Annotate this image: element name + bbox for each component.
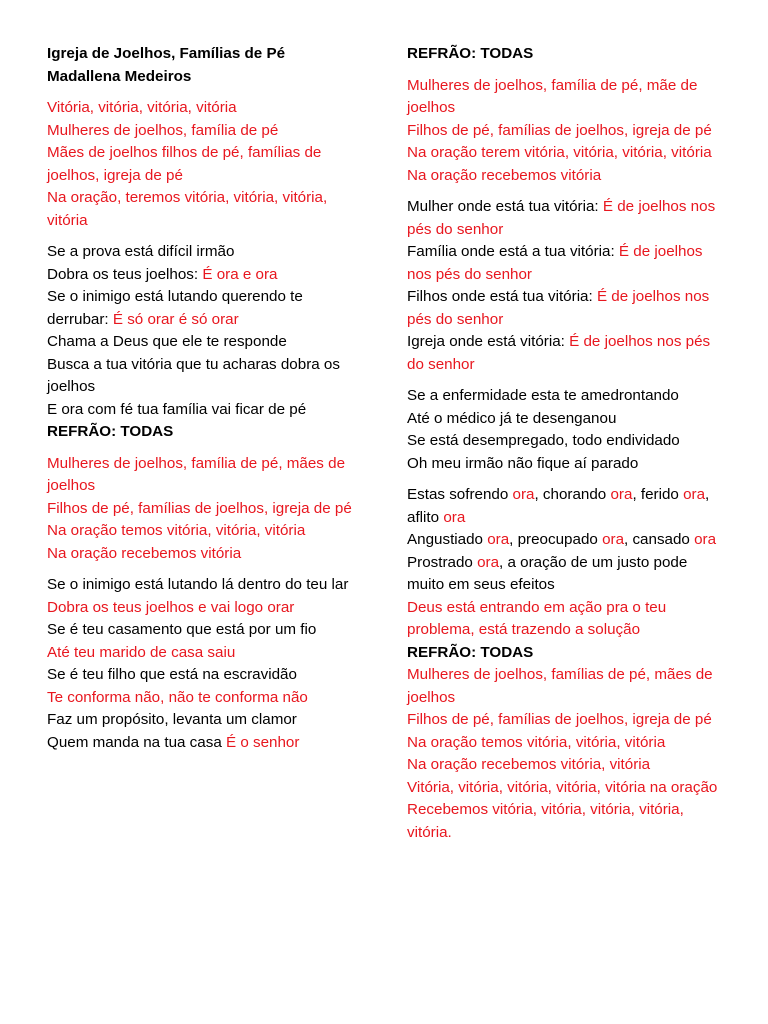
lyric-line: Oh meu irmão não fique aí parado bbox=[407, 454, 639, 472]
lyric-line: Na oração temos vitória, vitória, vitória bbox=[407, 733, 666, 751]
response-text: ora bbox=[512, 486, 535, 503]
lyric-line: Igreja onde está vitória: É de joelhos nos pés do senhor bbox=[407, 333, 711, 373]
lyric-line: Mulheres de joelhos, famílias de pé, mães de joelhos bbox=[407, 666, 713, 706]
lyric-line: Estas sofrendo ora, chorando ora, ferido ora, aflito ora bbox=[407, 486, 710, 526]
lyric-line: Quem manda na tua casa É o senhor bbox=[47, 733, 300, 751]
response-text: É de joelhos nos pés do senhor bbox=[407, 243, 703, 283]
lyric-line: Se é teu casamento que está por um fio bbox=[47, 621, 317, 638]
response-text: ora bbox=[610, 486, 633, 503]
lyric-line: Dobra os teus joelhos: É ora e ora bbox=[47, 265, 278, 283]
lyric-line: Na oração recebemos vitória, vitória bbox=[407, 756, 651, 773]
lyric-line: Filhos de pé, famílias de joelhos, igreja de pé bbox=[47, 499, 352, 517]
lyric-line: Mães de joelhos filhos de pé, famílias de joelhos, igreja de pé bbox=[47, 144, 322, 184]
lyric-line: Prostrado ora, a oração de um justo pode muito em seus efeitos bbox=[407, 553, 688, 593]
verse-4 bbox=[407, 484, 725, 642]
response-text: ora bbox=[443, 508, 466, 526]
lyric-line: Te conforma não, não te conforma não bbox=[47, 688, 308, 706]
lyric-line: Angustiado ora, preocupado ora, cansado ora bbox=[407, 531, 717, 548]
lyric-line: Até o médico já te desenganou bbox=[407, 409, 617, 427]
lyric-line: Filhos onde está tua vitória: É de joelhos nos pés do senhor bbox=[407, 288, 710, 328]
lyric-line: Se o inimigo está lutando lá dentro do teu lar bbox=[47, 576, 349, 593]
response-text: ora bbox=[683, 486, 706, 503]
response-text: ora bbox=[477, 553, 500, 571]
refrain-heading: REFRÃO: TODAS bbox=[407, 643, 534, 661]
lyric-line: Vitória, vitória, vitória, vitória, vitória na oração bbox=[407, 778, 718, 796]
response-text: ora bbox=[602, 531, 625, 548]
response-text: É de joelhos nos pés do senhor bbox=[407, 288, 710, 328]
response-text: É só orar é só orar bbox=[112, 310, 239, 328]
refrain-1 bbox=[47, 453, 365, 566]
response-text: ora bbox=[487, 531, 510, 548]
lyric-line: Na oração, teremos vitória, vitória, vitória, vitória bbox=[47, 189, 328, 229]
verse-3 bbox=[407, 385, 725, 475]
intro-stanza bbox=[47, 97, 365, 232]
left-column bbox=[47, 43, 365, 763]
response-text: ora bbox=[694, 531, 717, 548]
lyric-line: Recebemos vitória, vitória, vitória, vitória, vitória. bbox=[407, 801, 684, 841]
response-text: É de joelhos nos pés do senhor bbox=[407, 198, 716, 238]
questions-stanza bbox=[407, 196, 725, 376]
lyric-line: Na oração recebemos vitória bbox=[407, 166, 602, 184]
verse-1 bbox=[47, 241, 365, 421]
lyric-line: Mulheres de joelhos, família de pé, mãe de joelhos bbox=[407, 76, 698, 116]
lyric-line: Na oração terem vitória, vitória, vitória, vitória bbox=[407, 144, 712, 161]
refrain-heading: REFRÃO: TODAS bbox=[407, 45, 534, 62]
lyric-line: Família onde está a tua vitória: É de joelhos nos pés do senhor bbox=[407, 243, 703, 283]
lyric-line: Se está desempregado, todo endividado bbox=[407, 432, 680, 449]
lyric-line: Na oração temos vitória, vitória, vitória bbox=[47, 522, 306, 539]
lyric-line: Se a enfermidade esta te amedrontando bbox=[407, 387, 679, 404]
lyric-line: Se a prova está difícil irmão bbox=[47, 243, 235, 260]
lyric-line: Mulheres de joelhos, família de pé bbox=[47, 121, 279, 139]
lyric-line: E ora com fé tua família vai ficar de pé bbox=[47, 400, 307, 418]
lyric-line: Deus está entrando em ação pra o teu problema, está trazendo a solução bbox=[407, 598, 667, 638]
lyric-line: Se o inimigo está lutando querendo te derrubar: É só orar é só orar bbox=[47, 288, 303, 328]
lyric-line: Mulher onde está tua vitória: É de joelhos nos pés do senhor bbox=[407, 198, 716, 238]
response-text: É o senhor bbox=[225, 733, 300, 751]
response-text: É de joelhos nos pés do senhor bbox=[407, 333, 711, 373]
refrain-heading: REFRÃO: TODAS bbox=[47, 423, 174, 440]
lyric-line: Dobra os teus joelhos e vai logo orar bbox=[47, 598, 295, 616]
song-header bbox=[47, 43, 365, 88]
lyric-line: Filhos de pé, famílias de joelhos, igreja de pé bbox=[407, 711, 712, 728]
lyric-line: Até teu marido de casa saiu bbox=[47, 643, 236, 661]
lyric-line: Chama a Deus que ele te responde bbox=[47, 333, 287, 350]
lyric-line: Busca a tua vitória que tu acharas dobra os joelhos bbox=[47, 355, 340, 395]
verse-2 bbox=[47, 574, 365, 754]
song-title: Igreja de Joelhos, Famílias de Pé bbox=[47, 45, 286, 62]
response-text: É ora e ora bbox=[202, 265, 278, 283]
lyric-line: Faz um propósito, levanta um clamor bbox=[47, 711, 297, 728]
right-column bbox=[407, 43, 725, 853]
lyric-line: Se é teu filho que está na escravidão bbox=[47, 666, 297, 683]
lyric-line: Mulheres de joelhos, família de pé, mães de joelhos bbox=[47, 454, 346, 494]
lyric-line: Filhos de pé, famílias de joelhos, igreja de pé bbox=[407, 121, 712, 139]
lyric-line: Na oração recebemos vitória bbox=[47, 544, 242, 562]
refrain-2 bbox=[407, 75, 725, 188]
lyric-line: Vitória, vitória, vitória, vitória bbox=[47, 99, 237, 116]
song-author: Madallena Medeiros bbox=[47, 67, 192, 85]
refrain-3 bbox=[407, 664, 725, 844]
